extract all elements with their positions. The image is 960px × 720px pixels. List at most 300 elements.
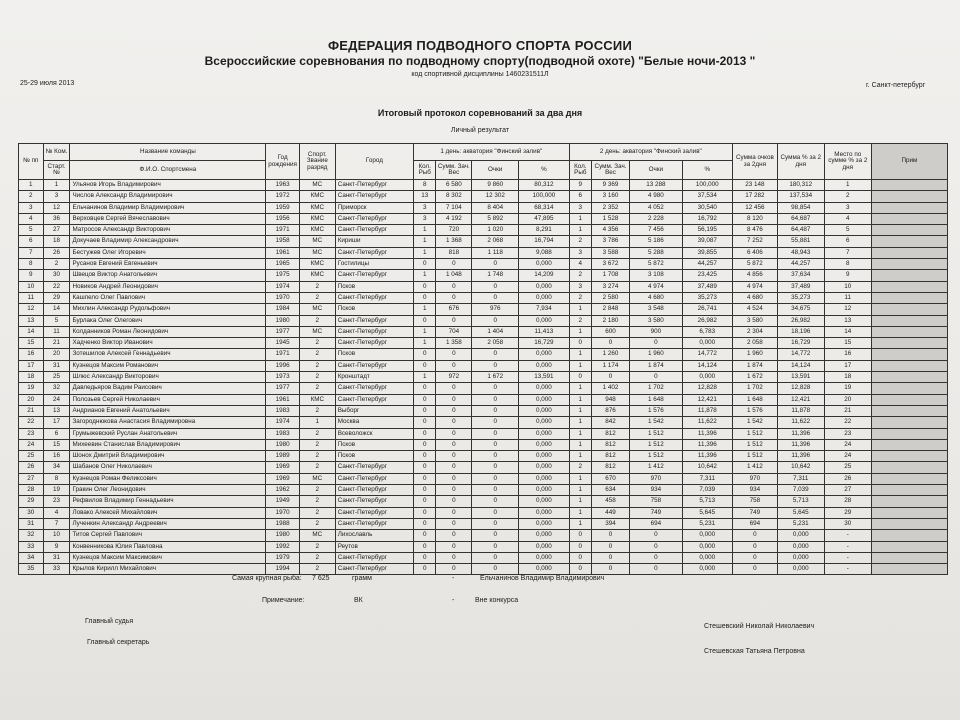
- table-row: [19, 180, 948, 191]
- row-num: 27: [19, 473, 44, 484]
- row-day1-points: 0: [472, 451, 519, 462]
- row-athlete: Новиков Андрей Леонидович: [70, 281, 266, 292]
- row-day1-percent: 0,000: [519, 405, 569, 416]
- row-year: 1963: [266, 180, 300, 191]
- row-num: 10: [19, 281, 44, 292]
- row-sum-percent: 7,311: [777, 473, 824, 484]
- row-day2-count: 6: [569, 191, 591, 202]
- row-city: Санкт-Петербург: [335, 394, 413, 405]
- row-day2-points: 4 680: [630, 292, 683, 303]
- row-year: 1956: [266, 213, 300, 224]
- row-day2-count: 1: [569, 360, 591, 371]
- row-note: [871, 225, 947, 236]
- row-start-num: 32: [43, 383, 70, 394]
- col-day1-points: Очки: [472, 161, 519, 180]
- row-day2-points: 970: [630, 473, 683, 484]
- row-rank: 2: [299, 281, 335, 292]
- table-row: [19, 530, 948, 541]
- row-athlete: Ловако Алексей Михайлович: [70, 507, 266, 518]
- row-day1-points: 0: [472, 564, 519, 575]
- row-day1-percent: 13,591: [519, 372, 569, 383]
- row-num: 3: [19, 202, 44, 213]
- row-num: 34: [19, 552, 44, 563]
- row-day2-percent: 44,257: [682, 259, 732, 270]
- row-athlete: Ульянов Игорь Владимирович: [70, 180, 266, 191]
- row-note: [871, 507, 947, 518]
- row-start-num: 23: [43, 496, 70, 507]
- row-day1-percent: 0,000: [519, 564, 569, 575]
- row-day2-count: 2: [569, 270, 591, 281]
- row-year: 1977: [266, 383, 300, 394]
- row-day1-percent: 0,000: [519, 394, 569, 405]
- row-year: 1980: [266, 439, 300, 450]
- row-place: 23: [824, 428, 871, 439]
- row-day2-percent: 11,396: [682, 451, 732, 462]
- row-day2-count: 1: [569, 417, 591, 428]
- row-day2-count: 3: [569, 281, 591, 292]
- row-day2-weight: 842: [591, 417, 629, 428]
- row-rank: 2: [299, 315, 335, 326]
- competition-title: Всероссийские соревнования по подводному спорту(подводной охоте) "Белые ночи-2013 ": [204, 54, 756, 68]
- row-day2-percent: 11,878: [682, 405, 732, 416]
- row-day1-count: 1: [414, 225, 436, 236]
- competition-city: г. Санкт-петербург: [866, 82, 926, 89]
- col-note: Прим: [871, 144, 947, 180]
- row-day1-count: 0: [414, 394, 436, 405]
- row-num: 18: [19, 372, 44, 383]
- row-day1-points: 0: [472, 485, 519, 496]
- row-place: -: [824, 541, 871, 552]
- row-day2-points: 7 456: [630, 225, 683, 236]
- row-day2-percent: 37,489: [682, 281, 732, 292]
- row-day1-points: 976: [472, 304, 519, 315]
- row-city: Кронштадт: [335, 372, 413, 383]
- row-city: Всеволожск: [335, 428, 413, 439]
- row-day2-count: 1: [569, 428, 591, 439]
- row-day2-weight: 0: [591, 564, 629, 575]
- row-day1-points: 2 068: [472, 236, 519, 247]
- row-day1-count: 0: [414, 451, 436, 462]
- row-athlete: Шлюс Александр Викторович: [70, 372, 266, 383]
- row-num: 17: [19, 360, 44, 371]
- row-note: [871, 338, 947, 349]
- row-city: Санкт-Петербург: [335, 338, 413, 349]
- row-place: 12: [824, 304, 871, 315]
- row-day1-weight: 0: [436, 462, 472, 473]
- row-num: 26: [19, 462, 44, 473]
- table-row: [19, 372, 948, 383]
- row-note: [871, 473, 947, 484]
- row-athlete: Андрианов Евгений Анатольевич: [70, 405, 266, 416]
- row-sum-percent: 137,534: [777, 191, 824, 202]
- row-day2-weight: 812: [591, 462, 629, 473]
- chief-secretary-label: Главный секретарь: [87, 639, 150, 646]
- row-sum-percent: 35,273: [777, 292, 824, 303]
- row-place: 29: [824, 507, 871, 518]
- row-start-num: 14: [43, 304, 70, 315]
- row-city: Санкт-Петербург: [335, 270, 413, 281]
- row-day1-percent: 8,291: [519, 225, 569, 236]
- row-day1-weight: 0: [436, 383, 472, 394]
- row-day1-points: 0: [472, 349, 519, 360]
- row-day1-percent: 0,000: [519, 281, 569, 292]
- row-sum-points: 8 476: [733, 225, 778, 236]
- row-place: 7: [824, 247, 871, 258]
- row-day1-weight: 972: [436, 372, 472, 383]
- row-num: 14: [19, 326, 44, 337]
- biggest-fish-owner: Ельчанинов Владимир Владимирович: [480, 575, 605, 582]
- row-day1-count: 1: [414, 247, 436, 258]
- row-day2-weight: 0: [591, 541, 629, 552]
- row-day1-points: 0: [472, 462, 519, 473]
- row-day2-count: 0: [569, 552, 591, 563]
- row-day1-count: 0: [414, 428, 436, 439]
- row-athlete: Загороднюкова Анастасия Владимировна: [70, 417, 266, 428]
- row-rank: 2: [299, 439, 335, 450]
- row-day1-count: 0: [414, 496, 436, 507]
- row-num: 24: [19, 439, 44, 450]
- row-note: [871, 372, 947, 383]
- row-note: [871, 259, 947, 270]
- row-year: 1980: [266, 315, 300, 326]
- row-num: 19: [19, 383, 44, 394]
- row-day2-weight: 2 180: [591, 315, 629, 326]
- row-sum-percent: 0,000: [777, 552, 824, 563]
- row-note: [871, 496, 947, 507]
- row-day1-weight: 0: [436, 360, 472, 371]
- row-day2-points: 1 648: [630, 394, 683, 405]
- row-rank: КМС: [299, 202, 335, 213]
- row-day1-points: 0: [472, 518, 519, 529]
- table-row: [19, 564, 948, 575]
- row-place: 19: [824, 383, 871, 394]
- row-note: [871, 202, 947, 213]
- table-row: [19, 462, 948, 473]
- row-start-num: 22: [43, 281, 70, 292]
- col-team-num: № Ком.: [43, 144, 70, 161]
- row-day2-points: 3 548: [630, 304, 683, 315]
- row-year: 1975: [266, 270, 300, 281]
- row-sum-points: 4 974: [733, 281, 778, 292]
- row-day2-percent: 0,000: [682, 372, 732, 383]
- row-num: 6: [19, 236, 44, 247]
- row-year: 1972: [266, 191, 300, 202]
- row-note: [871, 405, 947, 416]
- row-day1-count: 0: [414, 541, 436, 552]
- row-note: [871, 326, 947, 337]
- table-row: [19, 292, 948, 303]
- row-day1-percent: 0,000: [519, 439, 569, 450]
- row-num: 9: [19, 270, 44, 281]
- row-place: 9: [824, 270, 871, 281]
- row-day1-weight: 0: [436, 281, 472, 292]
- row-sum-points: 4 524: [733, 304, 778, 315]
- row-rank: 2: [299, 383, 335, 394]
- table-row: [19, 270, 948, 281]
- row-sum-percent: 7,039: [777, 485, 824, 496]
- row-sum-points: 1 874: [733, 360, 778, 371]
- row-sum-points: 1 412: [733, 462, 778, 473]
- row-city: Санкт-Петербург: [335, 383, 413, 394]
- row-day1-percent: 11,413: [519, 326, 569, 337]
- row-sum-points: 1 512: [733, 439, 778, 450]
- table-row: [19, 338, 948, 349]
- row-day1-count: 1: [414, 304, 436, 315]
- col-sum-percent: Сумма % за 2 дня: [777, 144, 824, 180]
- row-day2-points: 4 980: [630, 191, 683, 202]
- row-start-num: 11: [43, 326, 70, 337]
- row-day1-count: 0: [414, 518, 436, 529]
- col-rank: Спорт. Звание разряд: [299, 144, 335, 180]
- row-rank: МС: [299, 530, 335, 541]
- row-city: Санкт-Петербург: [335, 292, 413, 303]
- protocol-subtitle: Личный результат: [450, 127, 510, 134]
- table-row: [19, 394, 948, 405]
- col-day2-count: Кол. Рыб: [569, 161, 591, 180]
- row-day2-points: 1 874: [630, 360, 683, 371]
- row-sum-points: 1 512: [733, 428, 778, 439]
- row-place: 10: [824, 281, 871, 292]
- row-start-num: 13: [43, 405, 70, 416]
- row-day2-points: 0: [630, 530, 683, 541]
- row-note: [871, 270, 947, 281]
- row-day1-count: 1: [414, 338, 436, 349]
- row-rank: МС: [299, 473, 335, 484]
- row-city: Кириши: [335, 236, 413, 247]
- row-day1-count: 0: [414, 281, 436, 292]
- table-row: [19, 405, 948, 416]
- row-athlete: Кузнецов Роман Феликсович: [70, 473, 266, 484]
- row-sum-percent: 64,487: [777, 225, 824, 236]
- row-day1-points: 1 404: [472, 326, 519, 337]
- row-note: [871, 530, 947, 541]
- row-day1-count: 0: [414, 383, 436, 394]
- row-day2-count: 1: [569, 213, 591, 224]
- row-day2-percent: 0,000: [682, 564, 732, 575]
- row-start-num: 5: [43, 315, 70, 326]
- row-day1-weight: 676: [436, 304, 472, 315]
- table-row: [19, 191, 948, 202]
- row-note: [871, 394, 947, 405]
- row-day1-points: 8 404: [472, 202, 519, 213]
- row-athlete: Шонох Дмитрий Владимирович: [70, 451, 266, 462]
- row-note: [871, 236, 947, 247]
- row-year: 1971: [266, 349, 300, 360]
- row-day2-weight: 1 174: [591, 360, 629, 371]
- row-num: 33: [19, 541, 44, 552]
- row-place: 13: [824, 315, 871, 326]
- row-sum-percent: 55,881: [777, 236, 824, 247]
- row-rank: 2: [299, 496, 335, 507]
- row-day2-weight: 2 352: [591, 202, 629, 213]
- row-rank: 2: [299, 485, 335, 496]
- row-day2-percent: 14,772: [682, 349, 732, 360]
- row-day2-count: 9: [569, 180, 591, 191]
- row-athlete: Конвенникова Юлия Павловна: [70, 541, 266, 552]
- row-sum-points: 1 702: [733, 383, 778, 394]
- row-year: 1971: [266, 225, 300, 236]
- row-sum-percent: 44,257: [777, 259, 824, 270]
- row-place: 25: [824, 462, 871, 473]
- row-sum-percent: 48,943: [777, 247, 824, 258]
- results-body: [19, 180, 948, 575]
- row-rank: 2: [299, 428, 335, 439]
- row-place: 4: [824, 213, 871, 224]
- row-day1-percent: 0,000: [519, 417, 569, 428]
- row-year: 1965: [266, 259, 300, 270]
- row-day1-weight: 0: [436, 552, 472, 563]
- row-day1-points: 0: [472, 259, 519, 270]
- row-year: 1961: [266, 247, 300, 258]
- row-sum-percent: 5,231: [777, 518, 824, 529]
- row-year: 1970: [266, 292, 300, 303]
- row-num: 25: [19, 451, 44, 462]
- chief-judge-label: Главный судья: [85, 618, 134, 625]
- row-athlete: Грумыжевский Руслан Анатольевич: [70, 428, 266, 439]
- row-day2-points: 0: [630, 564, 683, 575]
- row-sum-points: 17 282: [733, 191, 778, 202]
- row-place: 20: [824, 394, 871, 405]
- row-day1-weight: 0: [436, 485, 472, 496]
- row-day1-count: 3: [414, 213, 436, 224]
- row-day1-percent: 0,000: [519, 485, 569, 496]
- row-note: [871, 485, 947, 496]
- row-day1-count: 1: [414, 372, 436, 383]
- row-athlete: Крылов Кирилл Михайлович: [70, 564, 266, 575]
- row-place: 28: [824, 496, 871, 507]
- row-start-num: 27: [43, 225, 70, 236]
- row-city: Санкт-Петербург: [335, 326, 413, 337]
- row-year: 1983: [266, 405, 300, 416]
- row-note: [871, 304, 947, 315]
- row-num: 16: [19, 349, 44, 360]
- table-row: [19, 236, 948, 247]
- row-place: 21: [824, 405, 871, 416]
- row-day2-weight: 0: [591, 372, 629, 383]
- row-sum-percent: 10,642: [777, 462, 824, 473]
- row-day2-count: 1: [569, 518, 591, 529]
- row-day1-weight: 0: [436, 349, 472, 360]
- row-city: Лихославль: [335, 530, 413, 541]
- row-sum-points: 4 856: [733, 270, 778, 281]
- row-day1-percent: 16,729: [519, 338, 569, 349]
- row-day1-percent: 47,895: [519, 213, 569, 224]
- row-day2-percent: 14,124: [682, 360, 732, 371]
- row-note: [871, 213, 947, 224]
- notes-label: Примечание:: [262, 597, 305, 604]
- row-day1-weight: 0: [436, 496, 472, 507]
- row-day1-count: 0: [414, 473, 436, 484]
- row-day1-weight: 0: [436, 405, 472, 416]
- row-place: 30: [824, 518, 871, 529]
- row-sum-points: 1 512: [733, 451, 778, 462]
- row-year: 1996: [266, 360, 300, 371]
- row-athlete: Михлин Александр Рудольфович: [70, 304, 266, 315]
- row-rank: КМС: [299, 270, 335, 281]
- row-sum-points: 2 304: [733, 326, 778, 337]
- row-city: Гостилицы: [335, 259, 413, 270]
- row-rank: 2: [299, 462, 335, 473]
- row-note: [871, 360, 947, 371]
- row-day2-count: 0: [569, 338, 591, 349]
- row-day1-count: 1: [414, 236, 436, 247]
- row-start-num: 2: [43, 259, 70, 270]
- row-day2-count: 2: [569, 462, 591, 473]
- row-city: Санкт-Петербург: [335, 473, 413, 484]
- row-day1-count: 8: [414, 180, 436, 191]
- row-rank: 2: [299, 518, 335, 529]
- row-day2-points: 5 288: [630, 247, 683, 258]
- row-day1-weight: 0: [436, 439, 472, 450]
- row-city: Санкт-Петербург: [335, 225, 413, 236]
- row-city: Санкт-Петербург: [335, 180, 413, 191]
- row-day1-count: 0: [414, 405, 436, 416]
- row-day2-count: 1: [569, 326, 591, 337]
- row-sum-points: 749: [733, 507, 778, 518]
- row-city: Санкт-Петербург: [335, 485, 413, 496]
- row-day2-points: 5 872: [630, 259, 683, 270]
- row-sum-percent: 5,713: [777, 496, 824, 507]
- row-sum-percent: 11,878: [777, 405, 824, 416]
- row-city: Санкт-Петербург: [335, 564, 413, 575]
- row-num: 11: [19, 292, 44, 303]
- row-day2-count: 1: [569, 439, 591, 450]
- row-sum-percent: 26,982: [777, 315, 824, 326]
- row-day1-percent: 0,000: [519, 473, 569, 484]
- row-day1-percent: 14,209: [519, 270, 569, 281]
- row-num: 1: [19, 180, 44, 191]
- row-day1-weight: 0: [436, 259, 472, 270]
- row-athlete: Зотешилов Алексей Геннадьевич: [70, 349, 266, 360]
- protocol-title: Итоговый протокол соревнований за два дня: [377, 108, 583, 118]
- col-day1-count: Кол. Рыб: [414, 161, 436, 180]
- table-row: [19, 439, 948, 450]
- row-athlete: Докучаев Владимир Александрович: [70, 236, 266, 247]
- row-day2-points: 1 542: [630, 417, 683, 428]
- row-day1-count: 0: [414, 360, 436, 371]
- row-note: [871, 383, 947, 394]
- row-sum-percent: 12,828: [777, 383, 824, 394]
- row-start-num: 6: [43, 428, 70, 439]
- row-day1-points: 0: [472, 383, 519, 394]
- notes-text: Вне конкурса: [475, 597, 519, 604]
- row-day1-weight: 720: [436, 225, 472, 236]
- row-day1-count: 0: [414, 292, 436, 303]
- row-day1-count: 0: [414, 507, 436, 518]
- row-day1-weight: 1 358: [436, 338, 472, 349]
- col-day2-weight: Сумм. Зач. Вес: [591, 161, 629, 180]
- row-rank: МС: [299, 180, 335, 191]
- row-sum-percent: 37,489: [777, 281, 824, 292]
- table-row: [19, 451, 948, 462]
- row-day1-percent: 0,000: [519, 451, 569, 462]
- discipline-code: код спортивной дисциплины 1460231511Л: [411, 71, 549, 78]
- col-day1-percent: %: [519, 161, 569, 180]
- col-city: Город: [335, 144, 413, 180]
- row-note: [871, 541, 947, 552]
- row-day1-points: 1 020: [472, 225, 519, 236]
- row-day1-percent: 9,088: [519, 247, 569, 258]
- row-start-num: 3: [43, 191, 70, 202]
- row-day2-percent: 11,396: [682, 439, 732, 450]
- table-row: [19, 349, 948, 360]
- row-rank: МС: [299, 247, 335, 258]
- row-rank: 2: [299, 552, 335, 563]
- table-row: [19, 360, 948, 371]
- row-day2-weight: 9 369: [591, 180, 629, 191]
- row-sum-percent: 14,124: [777, 360, 824, 371]
- row-rank: 2: [299, 349, 335, 360]
